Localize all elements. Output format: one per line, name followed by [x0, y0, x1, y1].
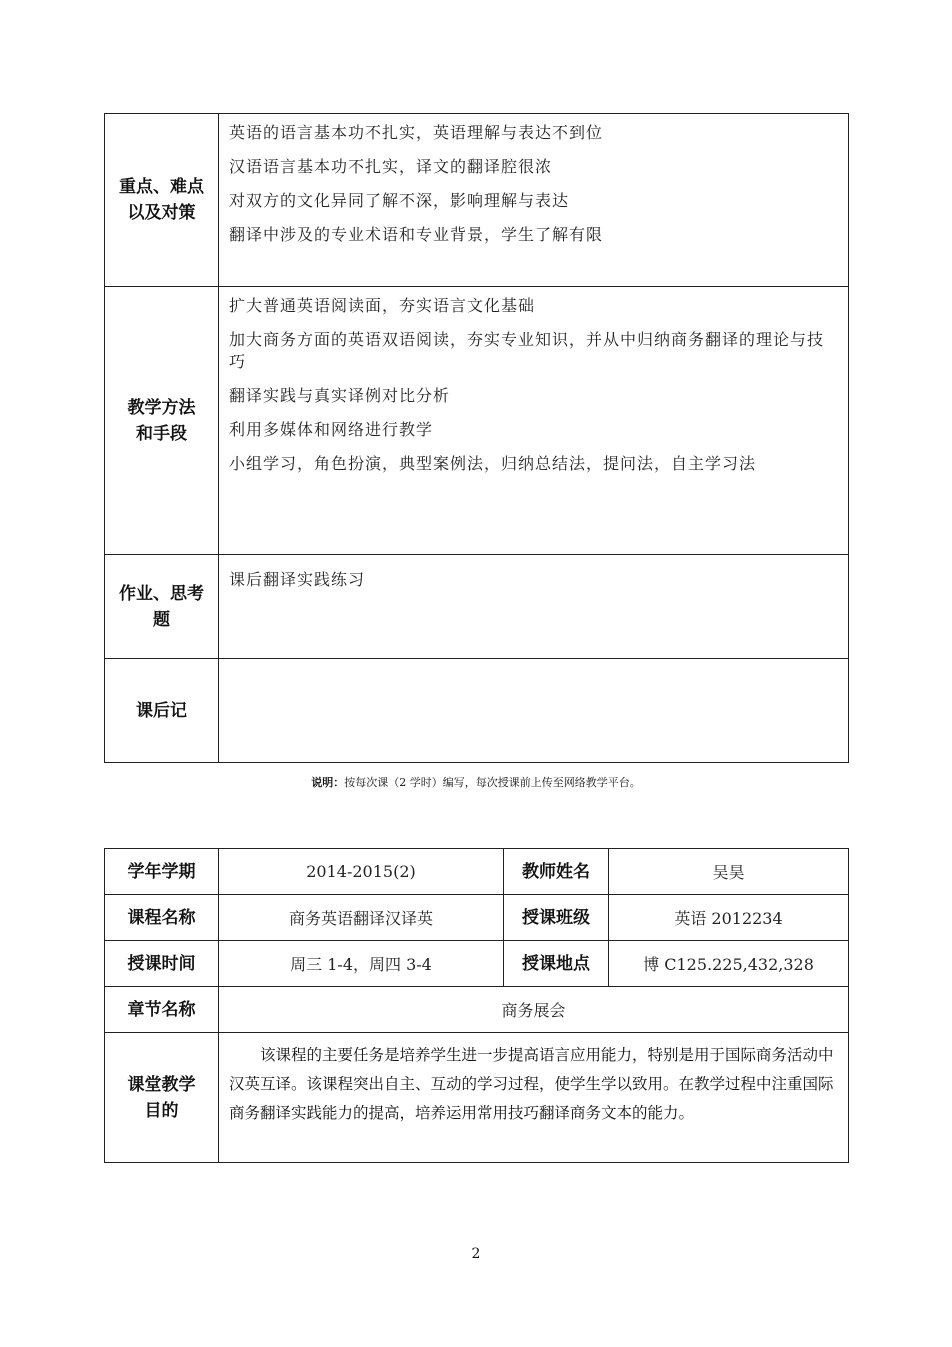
homework-row: [105, 555, 849, 659]
key-difficulties-row: [105, 114, 849, 287]
lesson-plan-table: [104, 113, 849, 763]
course-info-row-course: [105, 895, 849, 941]
chapter-value: 商务展会: [219, 987, 849, 1033]
chapter-label: 章节名称: [105, 987, 219, 1033]
class-value: 英语 2012234: [609, 895, 849, 941]
course-value: 商务英语翻译汉译英: [219, 895, 504, 941]
time-label: 授课时间: [105, 941, 219, 987]
teaching-methods-label: 教学方法 和手段: [105, 287, 219, 555]
key-difficulties-label: 重点、难点 以及对策: [105, 114, 219, 287]
place-value: 博 C125.225,432,328: [609, 941, 849, 987]
teaching-methods-row: [105, 287, 849, 555]
note-text: 按每次课（2 学时）编写，每次授课前上传至网络教学平台。: [344, 776, 641, 789]
course-info-row-term: [105, 849, 849, 895]
instruction-note: [0, 774, 952, 790]
course-label: 课程名称: [105, 895, 219, 941]
term-label: 学年学期: [105, 849, 219, 895]
class-label: 授课班级: [504, 895, 609, 941]
course-info-row-chapter: [105, 987, 849, 1033]
time-value: 周三 1-4，周四 3-4: [219, 941, 504, 987]
post-class-notes-content: [219, 659, 849, 763]
course-info-table: [104, 848, 849, 1163]
objective-text: 该课程的主要任务是培养学生进一步提高语言应用能力，特别是用于国际商务活动中汉英互译。该课程突出自主、互动的学习过程，使学生学以致用。在教学过程中注重国际商务翻译实践能力的提高，培养运用常用技巧翻译商务文本的能力。: [219, 1033, 849, 1163]
place-label: 授课地点: [504, 941, 609, 987]
objective-label: 课堂教学 目的: [105, 1033, 219, 1163]
note-bold-label: 说明：: [311, 776, 345, 789]
page-number: 2: [471, 1246, 481, 1262]
homework-content: 课后翻译实践练习: [219, 555, 849, 659]
teaching-methods-content: 扩大普通英语阅读面，夯实语言文化基础 加大商务方面的英语双语阅读，夯实专业知识，并从中归纳商务翻译的理论与技巧 翻译实践与真实译例对比分析 利用多媒体和网络进行教学 小组学习，角色扮演，典型案例法，归纳总结法，提问法，自主学习法: [219, 287, 849, 555]
teacher-label: 教师姓名: [504, 849, 609, 895]
post-class-notes-row: [105, 659, 849, 763]
course-info-row-objective: [105, 1033, 849, 1163]
course-info-row-time: [105, 941, 849, 987]
post-class-notes-label: 课后记: [105, 659, 219, 763]
homework-label: 作业、思考 题: [105, 555, 219, 659]
term-value: 2014-2015(2): [219, 849, 504, 895]
teacher-value: 吴昊: [609, 849, 849, 895]
key-difficulties-content: 英语的语言基本功不扎实，英语理解与表达不到位 汉语语言基本功不扎实，译文的翻译腔很浓 对双方的文化异同了解不深，影响理解与表达 翻译中涉及的专业术语和专业背景，学生了解有限: [219, 114, 849, 287]
